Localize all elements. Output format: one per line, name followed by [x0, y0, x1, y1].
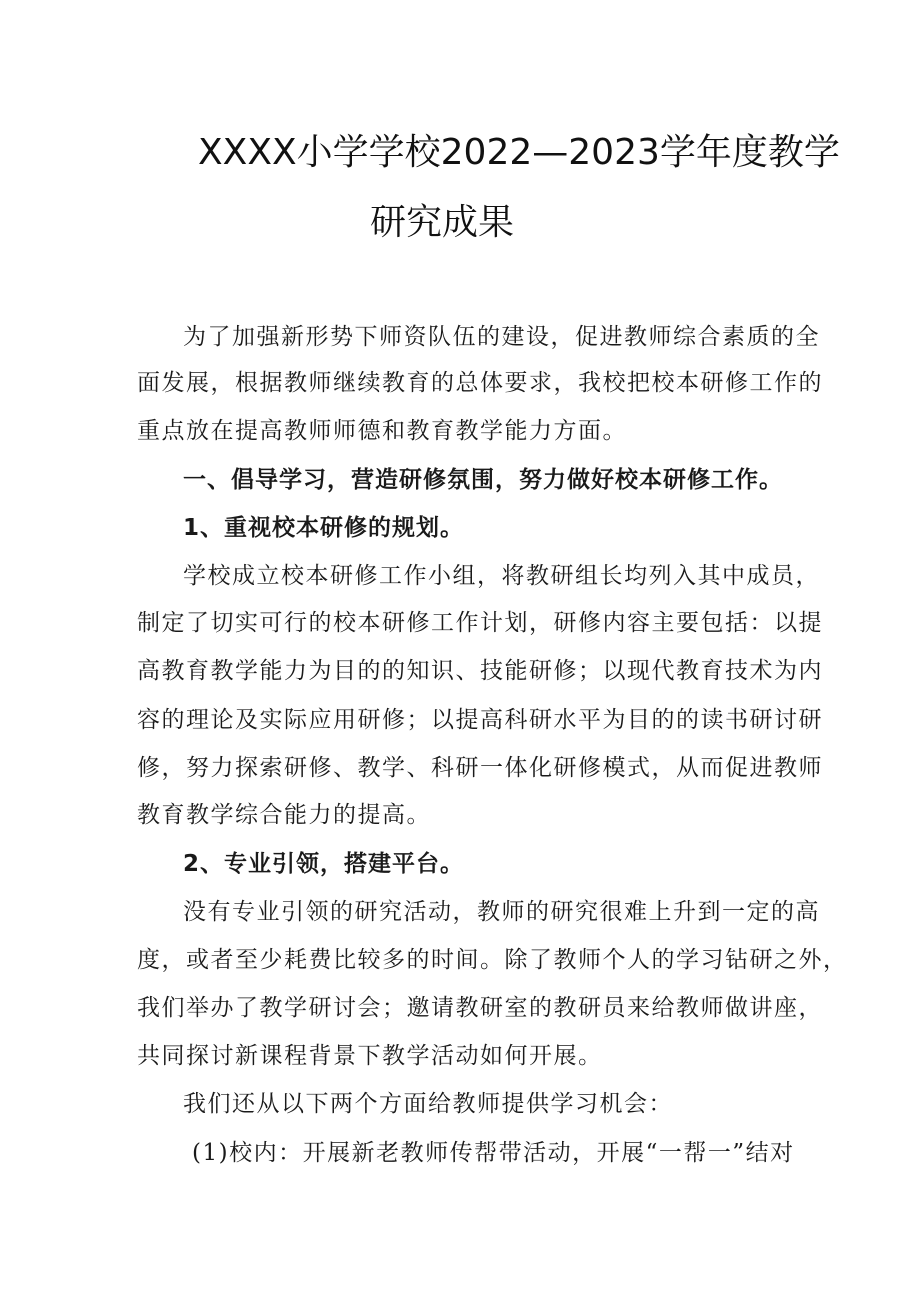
- paragraph-line: 修，努力探索研修、教学、科研一体化研修模式，从而促进教师: [137, 755, 823, 781]
- paragraph-line: 容的理论及实际应用研修；以提高科研水平为目的的读书研讨研: [137, 707, 823, 733]
- paragraph-line: 为了加强新形势下师资队伍的建设，促进教师综合素质的全: [183, 324, 820, 350]
- paragraph-line: 教育教学综合能力的提高。: [137, 802, 431, 828]
- document-title-line-2: 研究成果: [370, 202, 515, 243]
- document-title-line-1: XXXX小学学校2022—2023学年度教学: [198, 132, 840, 173]
- paragraph-line: 学校成立校本研修工作小组，将教研组长均列入其中成员，: [183, 563, 820, 589]
- subsection-heading: 2、专业引领，搭建平台。: [183, 851, 465, 877]
- paragraph-line: 我们举办了教学研讨会；邀请教研室的教研员来给教师做讲座，: [137, 995, 823, 1021]
- subsection-heading: 1、重视校本研修的规划。: [183, 515, 465, 541]
- section-heading: 一、倡导学习，营造研修氛围，努力做好校本研修工作。: [183, 467, 783, 493]
- paragraph-line: 制定了切实可行的校本研修工作计划，研修内容主要包括：以提: [137, 610, 823, 636]
- paragraph-line: 没有专业引领的研究活动，教师的研究很难上升到一定的高: [183, 899, 820, 925]
- paragraph-line: 重点放在提高教师师德和教育教学能力方面。: [137, 418, 627, 444]
- paragraph-line: 共同探讨新课程背景下教学活动如何开展。: [137, 1043, 603, 1069]
- paragraph-line: 面发展，根据教师继续教育的总体要求，我校把校本研修工作的: [137, 370, 823, 396]
- paragraph-line: 高教育教学能力为目的的知识、技能研修；以现代教育技术为内: [137, 658, 823, 684]
- paragraph-line: 度，或者至少耗费比较多的时间。除了教师个人的学习钻研之外，: [137, 947, 848, 973]
- paragraph-line: (1)校内：开展新老教师传帮带活动，开展“一帮一”结对: [192, 1140, 795, 1166]
- paragraph-line: 我们还从以下两个方面给教师提供学习机会：: [183, 1091, 673, 1117]
